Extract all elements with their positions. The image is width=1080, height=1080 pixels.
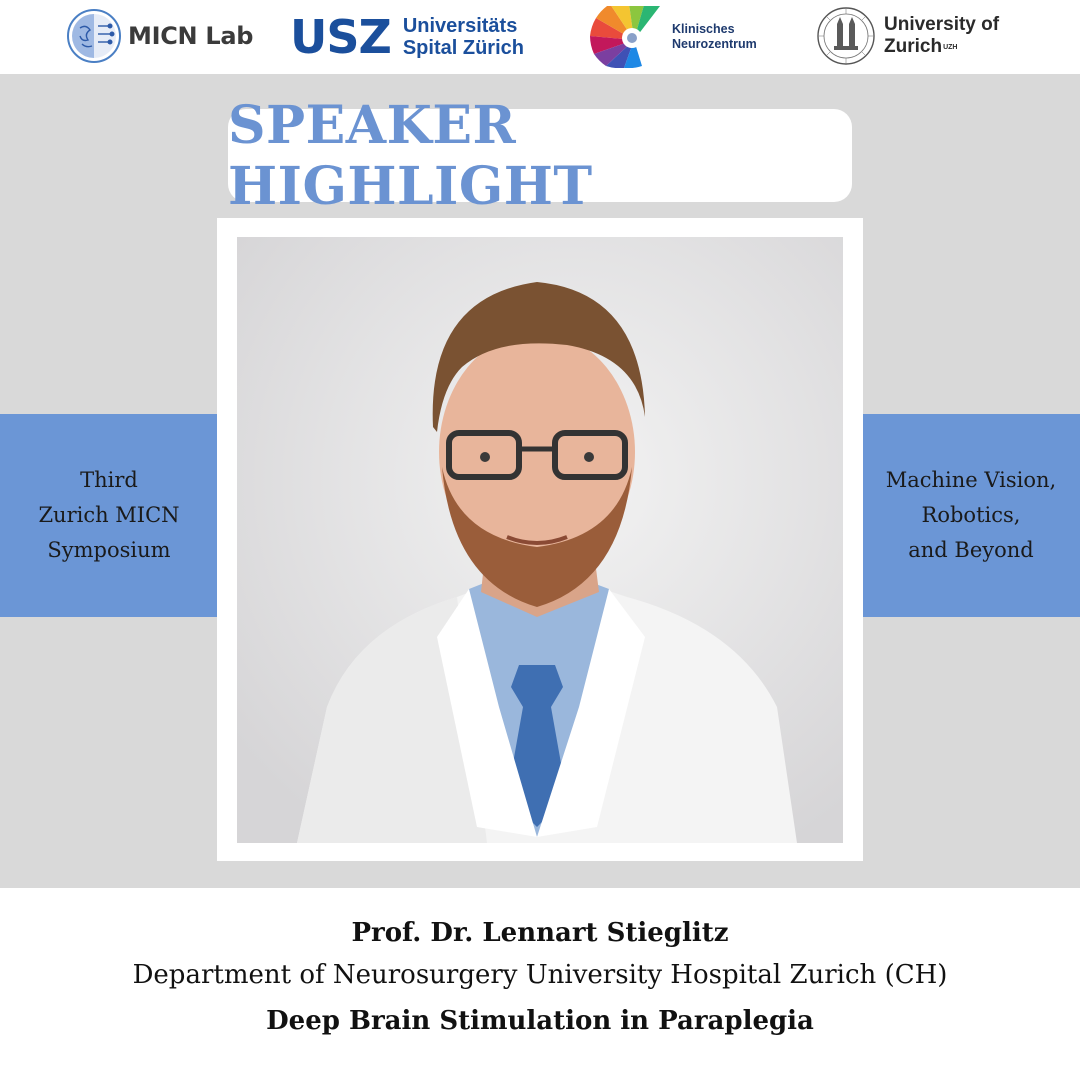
speaker-name: Prof. Dr. Lennart Stieglitz	[351, 918, 729, 948]
uzh-name-line2	[884, 36, 999, 58]
speaker-portrait-illustration	[237, 237, 843, 843]
uzh-seal-icon	[816, 6, 876, 66]
theme-line: and Beyond	[908, 538, 1034, 562]
usz-name-line1: Universitäts	[402, 15, 518, 37]
theme-line: Robotics,	[921, 503, 1021, 527]
neurozentrum-line2: Neurozentrum	[672, 37, 757, 51]
symposium-band	[0, 414, 218, 617]
speaker-department: Department of Neurosurgery University Hospital Zurich (CH)	[132, 960, 948, 990]
klinisches-neurozentrum-logo	[588, 6, 757, 68]
usz-name	[403, 15, 524, 59]
logo-bar	[0, 0, 1080, 74]
uzh-name	[884, 14, 999, 58]
title-box	[228, 94, 852, 217]
symposium-label	[38, 463, 179, 568]
talk-title: Deep Brain Stimulation in Paraplegia	[266, 1006, 814, 1036]
neurozentrum-rainbow-icon	[588, 6, 666, 68]
speaker-portrait	[237, 237, 843, 843]
usz-name-line2: Spital Zürich	[402, 37, 524, 59]
university-of-zurich-logo	[816, 6, 999, 66]
micn-lab-logo	[66, 8, 253, 64]
page-title: SPEAKER HIGHLIGHT	[228, 94, 593, 217]
symposium-line: Third	[80, 468, 138, 492]
usz-logo	[290, 12, 524, 62]
symposium-line: Symposium	[47, 538, 171, 562]
uzh-superscript: UZH	[943, 44, 958, 51]
theme-line: Machine Vision,	[885, 468, 1057, 492]
theme-label	[886, 463, 1057, 568]
neurozentrum-line1: Klinisches	[672, 22, 735, 36]
micn-brain-icon	[66, 8, 122, 64]
usz-wordmark: USZ	[290, 10, 391, 64]
uzh-name-zurich: Zurich	[884, 36, 943, 57]
symposium-line: Zurich MICN	[38, 503, 180, 527]
uzh-name-line1: University of	[884, 14, 1000, 35]
speaker-info	[0, 888, 1080, 1080]
neurozentrum-name	[672, 22, 757, 52]
micn-lab-wordmark: MICN Lab	[128, 22, 254, 50]
theme-band	[862, 414, 1080, 617]
